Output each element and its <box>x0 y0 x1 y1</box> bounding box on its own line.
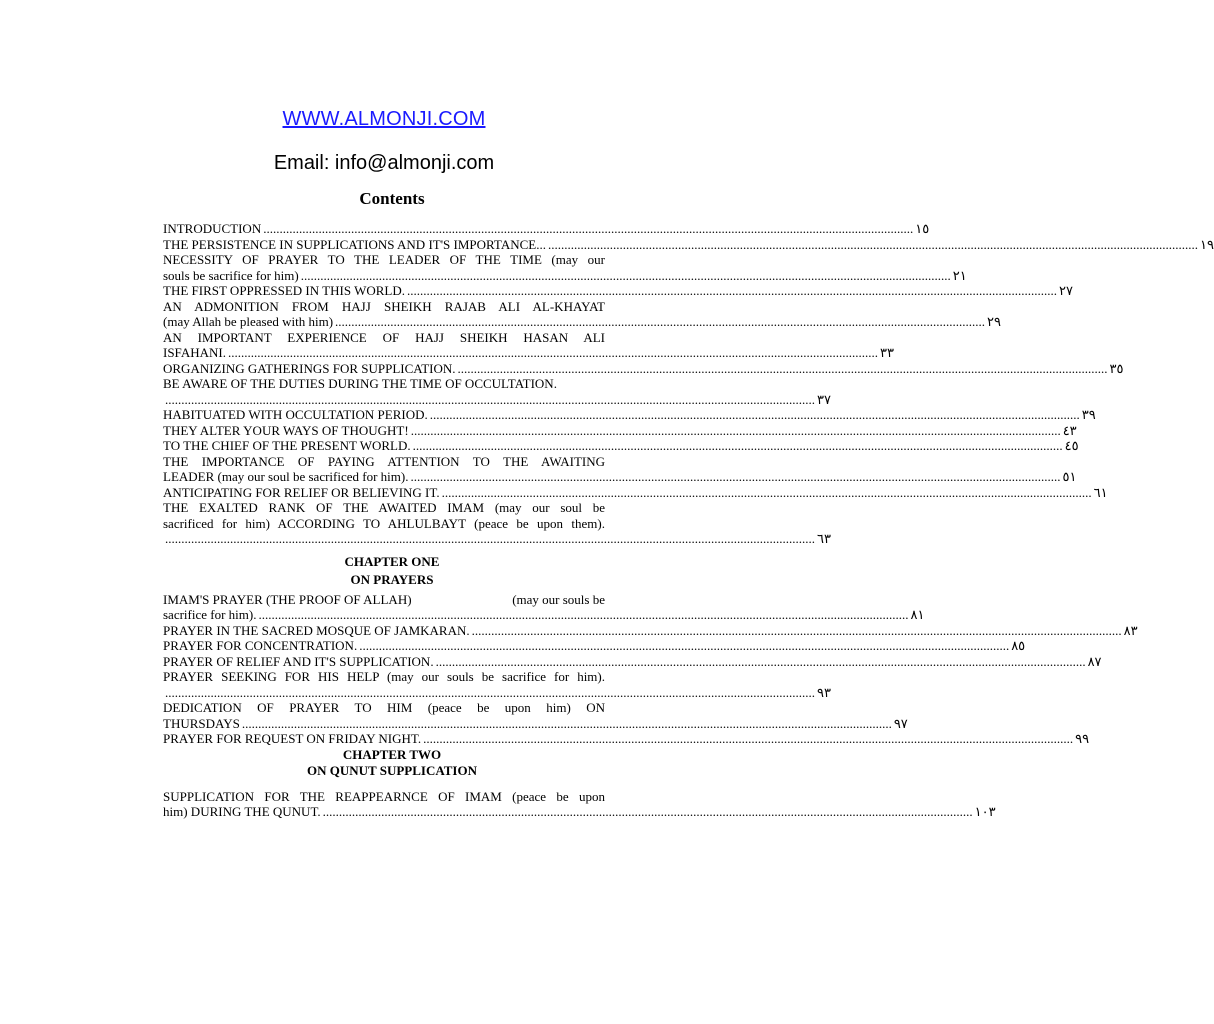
entry-title-part: (may our souls be <box>512 591 605 607</box>
toc-entry[interactable] <box>163 298 1002 330</box>
page-number: ٨٥ <box>1011 638 1026 653</box>
leader-dots: ........................................................................................................................................................................................................ <box>165 391 815 407</box>
email-address[interactable]: Email: info@almonji.com <box>273 152 495 174</box>
leader-dots: ........................................................................................................................................................................................................ <box>165 531 815 546</box>
leader-dots: ........................................................................................................................................................................................................ <box>359 638 1010 653</box>
entry-title: PRAYER FOR CONCENTRATION. <box>163 638 358 653</box>
toc-entry[interactable] <box>163 407 1096 423</box>
entry-title: PRAYER IN THE SACRED MOSQUE OF JAMKARAN. <box>163 622 470 638</box>
page-number: ٣٣ <box>879 345 894 360</box>
toc-entry[interactable] <box>163 236 1214 253</box>
leader-dots: ........................................................................................................................................................................................................ <box>547 236 1198 252</box>
page-number: ٢١ <box>952 267 967 283</box>
entry-title-line: BE AWARE OF THE DUTIES DURING THE TIME OF OCCULTATION. <box>163 376 557 391</box>
entry-title: sacrifice for him). <box>163 607 257 622</box>
entry-title-line <box>163 592 605 608</box>
table-of-contents <box>163 221 1214 820</box>
entry-title: LEADER (may our soul be sacrificed for him). <box>163 469 409 484</box>
entry-title: souls be sacrifice for him) <box>163 267 299 283</box>
entry-title: THE PERSISTENCE IN SUPPLICATIONS AND IT'S IMPORTANCE... <box>163 236 546 252</box>
page-number: ٦٣ <box>817 531 831 546</box>
toc-entry[interactable] <box>163 329 894 361</box>
entry-title: him) DURING THE QUNUT. <box>163 804 321 819</box>
leader-dots: ........................................................................................................................................................................................................ <box>410 469 1061 484</box>
entry-title: INTRODUCTION <box>163 221 262 236</box>
page-number: ٥١ <box>1062 469 1077 484</box>
chapter-subheading: ON QUNUT SUPPLICATION <box>307 762 477 778</box>
toc-entry[interactable] <box>163 438 1079 454</box>
leader-dots: ........................................................................................................................................................................................................ <box>412 438 1063 453</box>
leader-dots: ........................................................................................................................................................................................................ <box>423 731 1074 746</box>
leader-dots: ........................................................................................................................................................................................................ <box>258 607 909 622</box>
leader-dots: ........................................................................................................................................................................................................ <box>241 715 892 731</box>
entry-title: ANTICIPATING FOR RELIEF OR BELIEVING IT. <box>163 484 440 500</box>
page-title: Contents <box>359 189 425 208</box>
leader-dots: ........................................................................................................................................................................................................ <box>441 484 1092 500</box>
entry-title-line: THE EXALTED RANK OF THE AWAITED IMAM (may our soul be <box>163 500 605 515</box>
leader-dots: ........................................................................................................................................................................................................ <box>410 422 1061 438</box>
page-number: ٦١ <box>1093 484 1108 500</box>
website-link[interactable]: WWW.ALMONJI.COM <box>282 108 486 130</box>
page-number: ٣٩ <box>1081 407 1096 422</box>
entry-title-line: AN ADMONITION FROM HAJJ SHEIKH RAJAB ALI AL-KHAYAT <box>163 298 605 314</box>
page-number: ٩٣ <box>817 684 831 700</box>
page-number: ٤٥ <box>1064 438 1079 453</box>
leader-dots: ........................................................................................................................................................................................................ <box>227 345 878 360</box>
toc-entry[interactable] <box>163 653 1102 670</box>
toc-entry[interactable] <box>163 283 1073 299</box>
leader-dots: ........................................................................................................................................................................................................ <box>406 283 1057 298</box>
toc-entry[interactable] <box>163 669 831 700</box>
page-number: ٣٧ <box>817 391 831 407</box>
leader-dots: ........................................................................................................................................................................................................ <box>165 684 815 700</box>
entry-title-line: AN IMPORTANT EXPERIENCE OF HAJJ SHEIKH HASAN ALI <box>163 329 605 345</box>
page-number: ٨١ <box>910 607 925 622</box>
entry-title-part: IMAM'S PRAYER (THE PROOF OF ALLAH) <box>163 591 412 607</box>
chapter-subheading: ON PRAYERS <box>350 571 434 587</box>
toc-entry[interactable] <box>163 484 1108 501</box>
entry-title: THE FIRST OPPRESSED IN THIS WORLD. <box>163 283 405 298</box>
page-number: ٣٥ <box>1109 360 1124 376</box>
toc-entry[interactable] <box>163 731 1090 747</box>
page-number: ٤٣ <box>1062 422 1077 438</box>
leader-dots: ........................................................................................................................................................................................................ <box>322 804 973 819</box>
toc-entry[interactable] <box>163 700 908 731</box>
toc-entry[interactable] <box>163 376 831 407</box>
leader-dots: ........................................................................................................................................................................................................ <box>435 653 1086 669</box>
page-number: ١٩ <box>1199 236 1214 252</box>
entry-title: TO THE CHIEF OF THE PRESENT WORLD. <box>163 438 411 453</box>
toc-entry[interactable] <box>163 252 967 283</box>
toc-entry[interactable] <box>163 638 1026 654</box>
page-number: ٢٧ <box>1058 283 1073 298</box>
entry-title-line: NECESSITY OF PRAYER TO THE LEADER OF THE TIME (may our <box>163 252 605 267</box>
entry-title-line: DEDICATION OF PRAYER TO HIM (peace be upon him) ON <box>163 700 605 715</box>
entry-title-line: THE IMPORTANCE OF PAYING ATTENTION TO THE AWAITING <box>163 453 605 469</box>
entry-title: ORGANIZING GATHERINGS FOR SUPPLICATION. <box>163 360 456 376</box>
leader-dots: ........................................................................................................................................................................................................ <box>300 267 951 283</box>
leader-dots: ........................................................................................................................................................................................................ <box>429 407 1080 422</box>
entry-title-line: sacrificed for him) ACCORDING TO AHLULBAYT (peace be upon them). <box>163 515 605 531</box>
page-number: ٩٧ <box>893 715 908 731</box>
leader-dots: ........................................................................................................................................................................................................ <box>335 314 986 329</box>
entry-title-line: SUPPLICATION FOR THE REAPPEARNCE OF IMAM (peace be upon <box>163 788 605 804</box>
entry-title: HABITUATED WITH OCCULTATION PERIOD. <box>163 407 428 422</box>
toc-entry[interactable] <box>163 221 930 237</box>
leader-dots: ........................................................................................................................................................................................................ <box>263 221 914 236</box>
entry-title: ISFAHANI. <box>163 345 226 360</box>
toc-entry[interactable] <box>163 453 1077 485</box>
chapter-heading: CHAPTER TWO <box>342 746 442 762</box>
toc-entry[interactable] <box>163 591 925 623</box>
leader-dots: ........................................................................................................................................................................................................ <box>471 622 1122 638</box>
toc-entry[interactable] <box>163 360 1124 377</box>
toc-entry[interactable] <box>163 788 996 820</box>
page-number: ١٠٣ <box>974 804 996 819</box>
entry-title: THURSDAYS <box>163 715 240 731</box>
toc-entry[interactable] <box>163 422 1077 439</box>
page-number: ٩٩ <box>1075 731 1090 746</box>
toc-entry[interactable] <box>163 500 831 547</box>
entry-title-line: PRAYER SEEKING FOR HIS HELP (may our souls be sacrifice for him). <box>163 669 605 684</box>
entry-title: PRAYER FOR REQUEST ON FRIDAY NIGHT. <box>163 731 422 746</box>
page-number: ٢٩ <box>987 314 1002 329</box>
page-number: ٨٧ <box>1087 653 1102 669</box>
toc-entry[interactable] <box>163 622 1138 639</box>
page-number: ١٥ <box>915 221 930 236</box>
page-number: ٨٣ <box>1123 622 1138 638</box>
entry-title: (may Allah be pleased with him) <box>163 314 334 329</box>
entry-title: THEY ALTER YOUR WAYS OF THOUGHT! <box>163 422 409 438</box>
chapter-heading: CHAPTER ONE <box>344 553 440 569</box>
entry-title: PRAYER OF RELIEF AND IT'S SUPPLICATION. <box>163 653 434 669</box>
leader-dots: ........................................................................................................................................................................................................ <box>457 360 1108 376</box>
